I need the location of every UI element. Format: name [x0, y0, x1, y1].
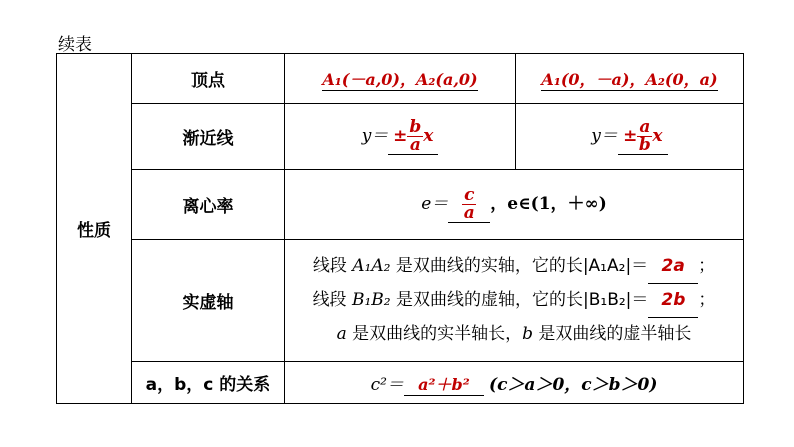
- eccentricity-numerator: c: [464, 184, 475, 205]
- axes-line2-end: ；: [698, 290, 716, 310]
- relation-suffix: (c＞a＞0，c＞b＞0): [489, 374, 658, 395]
- asymptote-col2-blank: [618, 116, 668, 155]
- eccentricity-fraction: [462, 184, 476, 223]
- asymptote-col2-fraction: [637, 116, 652, 155]
- asymptote-col2: [516, 104, 744, 170]
- asymptote-col1: [285, 104, 516, 170]
- row-label-vertex: 顶点: [132, 54, 285, 104]
- axes-line-real: [291, 250, 737, 284]
- vertex-col2-blank: [541, 67, 717, 91]
- vertex-col2-answer: A₁(0，－a)，A₂(0，a): [541, 69, 718, 89]
- axes-line3-end: 是双曲线的虚半轴长: [533, 324, 692, 344]
- asymptote-col2-numerator: a: [639, 116, 651, 137]
- axes-line2-segment: B₁B₂: [351, 290, 391, 310]
- eccentricity-prefix: e＝: [421, 193, 449, 214]
- asymptote-col1-blank: [388, 116, 438, 155]
- axes-line3-a: a: [336, 324, 347, 344]
- axes-cell: [285, 240, 744, 362]
- vertex-col1-answer: A₁(－a,0)，A₂(a,0): [322, 69, 478, 89]
- axes-line2-pre: 线段: [312, 290, 352, 310]
- eccentricity-blank: [448, 184, 490, 223]
- row-label-axes: 实虚轴: [132, 240, 285, 362]
- vertex-col2: [516, 54, 744, 104]
- category-cell: 性质: [57, 54, 132, 404]
- hyperbola-properties-table: [56, 53, 744, 404]
- row-label-relation: a，b，c 的关系: [132, 362, 285, 404]
- axes-line1-pre: 线段: [312, 256, 353, 276]
- asymptote-col1-denominator: a: [409, 134, 421, 155]
- row-label-eccentricity: 离心率: [132, 170, 285, 240]
- asymptote-col1-prefix: y＝: [361, 125, 389, 146]
- axes-line-semi: [291, 318, 737, 351]
- axes-line2-blank: [648, 284, 698, 318]
- axes-line1-end: ；: [698, 256, 716, 276]
- eccentricity-denominator: a: [463, 202, 475, 223]
- vertex-col1: [285, 54, 516, 104]
- axes-line3-text: 是双曲线的实半轴长，: [346, 324, 523, 344]
- axes-line1-answer: 2a: [661, 256, 685, 276]
- axes-line1-text: 是双曲线的实轴，它的长|A₁A₂|＝: [390, 256, 649, 276]
- relation-answer: a²＋b²: [418, 374, 470, 394]
- eccentricity-cell: [285, 170, 744, 240]
- axes-line3-b: b: [522, 324, 534, 344]
- axes-line1-blank: [648, 250, 698, 284]
- vertex-col1-blank: [322, 67, 477, 91]
- asymptote-col1-var: x: [423, 125, 434, 146]
- asymptote-col1-fraction: [407, 116, 423, 155]
- asymptote-col2-sign: ±: [623, 125, 638, 146]
- asymptote-col1-sign: ±: [393, 125, 408, 146]
- relation-prefix: c²＝: [370, 374, 404, 395]
- table-title: 续表: [58, 35, 92, 55]
- row-label-asymptote: 渐近线: [132, 104, 285, 170]
- asymptote-col2-var: x: [652, 125, 663, 146]
- eccentricity-suffix: ，e∈(1，＋∞): [490, 193, 607, 214]
- asymptote-col2-denominator: b: [638, 134, 651, 155]
- axes-line2-text: 是双曲线的虚轴，它的长|B₁B₂|＝: [390, 290, 649, 310]
- asymptote-col2-prefix: y＝: [591, 125, 618, 146]
- axes-line2-answer: 2b: [661, 290, 686, 310]
- asymptote-col1-numerator: b: [409, 116, 422, 137]
- relation-blank: [404, 372, 484, 396]
- axes-line-imaginary: [291, 284, 737, 318]
- relation-cell: [285, 362, 744, 404]
- axes-line1-segment: A₁A₂: [352, 256, 391, 276]
